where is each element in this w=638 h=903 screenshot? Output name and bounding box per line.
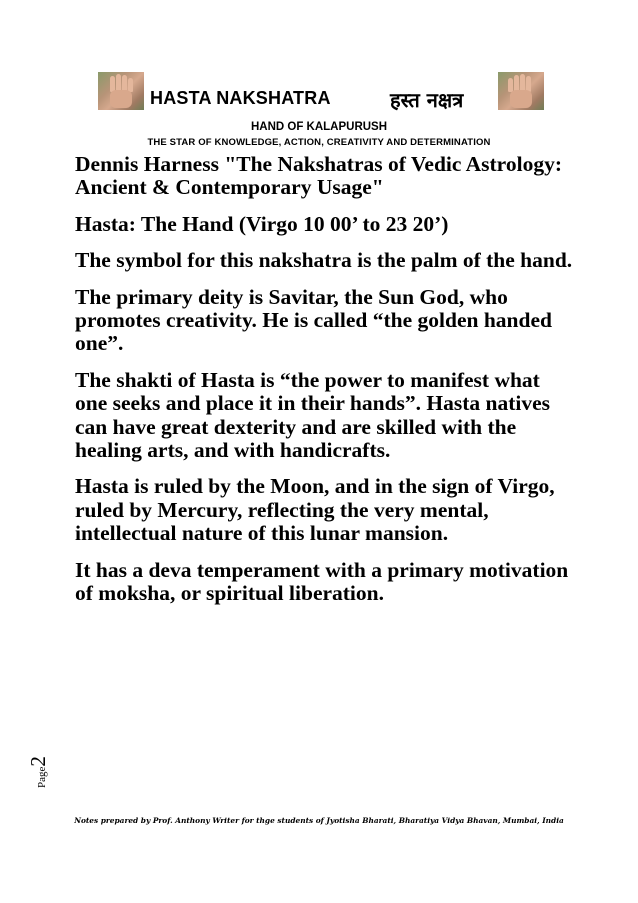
- header: [98, 72, 546, 110]
- paragraph: Hasta is ruled by the Moon, and in the sign of Virgo, ruled by Mercury, reflecting the very mental, intellectual nature of this lunar mansion.: [75, 474, 555, 546]
- page-label-word: Page: [36, 766, 48, 788]
- document-tagline: THE STAR OF KNOWLEDGE, ACTION, CREATIVITY AND DETERMINATION: [147, 137, 491, 148]
- paragraph: It has a deva temperament with a primary motivation of moksha, or spiritual liberation.: [75, 557, 569, 606]
- paragraph: The symbol for this nakshatra is the palm of the hand.: [75, 248, 573, 273]
- page-label-number: 2: [26, 756, 50, 767]
- paragraph: Hasta: The Hand (Virgo 10 00’ to 23 20’): [75, 211, 449, 236]
- document-title: HASTA NAKSHATRA: [150, 88, 331, 108]
- page-number: [24, 736, 48, 788]
- hand-photo-icon: [98, 72, 144, 110]
- document-title-hindi: हस्त नक्षत्र: [390, 88, 464, 112]
- source-citation: Dennis Harness "The Nakshatras of Vedic Astrology: Ancient & Contemporary Usage": [75, 152, 562, 200]
- hand-photo-icon: [498, 72, 544, 110]
- document-subtitle: HAND OF KALAPURUSH: [250, 121, 388, 133]
- footer-note: Notes prepared by Prof. Anthony Writer for thge students of Jyotisha Bharati, Bharatiya Vidya Bhavan, Mumbai, India: [74, 816, 564, 825]
- main-content: [75, 153, 575, 606]
- paragraph: The shakti of Hasta is “the power to manifest what one seeks and place it in their hands”. Hasta natives can have great dexterity and are skilled with the healing arts, and with handicrafts.: [75, 367, 551, 463]
- paragraph: The primary deity is Savitar, the Sun God, who promotes creativity. He is called “the golden handed one”.: [75, 284, 552, 356]
